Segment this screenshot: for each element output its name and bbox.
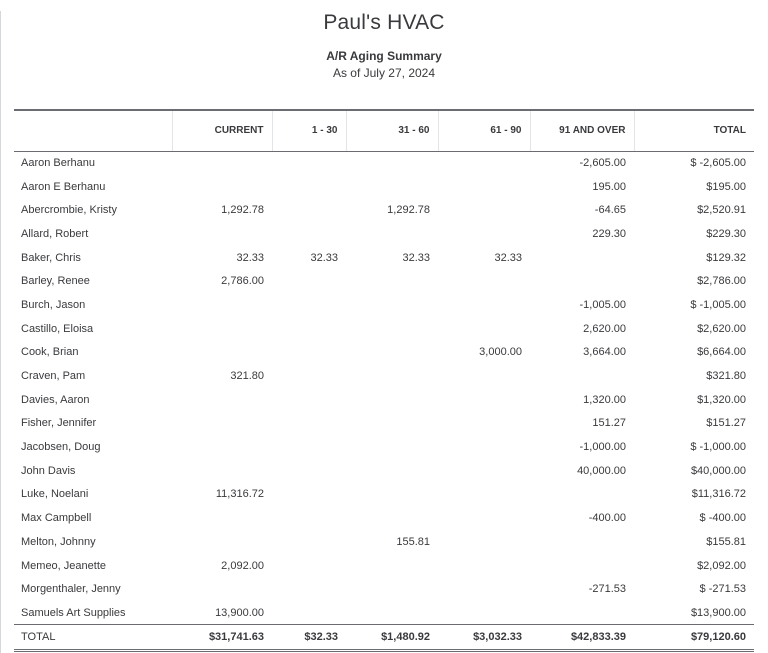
col-header-total[interactable]: TOTAL	[634, 110, 754, 151]
current-amount[interactable]	[172, 151, 272, 175]
amount-91-over[interactable]	[530, 364, 634, 388]
amount-61-90[interactable]	[438, 483, 530, 507]
amount-31-60[interactable]: 32.33	[402, 251, 430, 264]
customer-name[interactable]: Abercrombie, Kristy	[21, 204, 117, 217]
current-amount[interactable]	[172, 506, 272, 530]
amount-31-60[interactable]	[346, 293, 438, 317]
total-amount-31-60[interactable]: $1,480.92	[346, 625, 438, 651]
amount-31-60[interactable]	[346, 364, 438, 388]
amount-91-over[interactable]: -1,005.00	[579, 298, 626, 311]
amount-31-60[interactable]	[346, 269, 438, 293]
report-header	[0, 11, 768, 80]
amount-91-over[interactable]: -1,000.00	[579, 441, 626, 454]
amount-61-90[interactable]	[438, 601, 530, 625]
customer-name[interactable]: Luke, Noelani	[21, 488, 89, 501]
amount-31-60[interactable]	[346, 483, 438, 507]
amount-1-30[interactable]	[272, 341, 346, 365]
amount-91-over[interactable]	[530, 483, 634, 507]
amount-31-60[interactable]	[346, 506, 438, 530]
current-amount[interactable]: 2,092.00	[221, 559, 264, 572]
total-amount[interactable]: $ -1,000.00	[690, 441, 746, 454]
current-amount[interactable]: 11,316.72	[215, 488, 264, 501]
amount-31-60[interactable]	[346, 412, 438, 436]
amount-91-over[interactable]	[530, 530, 634, 554]
amount-1-30[interactable]	[272, 222, 346, 246]
amount-61-90[interactable]	[438, 364, 530, 388]
table-row	[14, 341, 754, 365]
customer-name[interactable]: Cook, Brian	[21, 346, 79, 359]
total-amount[interactable]: $11,316.72	[691, 488, 746, 501]
total-amount[interactable]: $13,900.00	[690, 606, 746, 619]
amount-91-over[interactable]	[530, 601, 634, 625]
report-date: As of July 27, 2024	[332, 66, 436, 80]
table-row	[14, 317, 754, 341]
amount-61-90[interactable]	[438, 577, 530, 601]
table-row	[14, 412, 754, 436]
current-amount[interactable]	[172, 175, 272, 199]
amount-1-30[interactable]	[272, 269, 346, 293]
header-row	[14, 110, 754, 151]
amount-61-90[interactable]	[438, 459, 530, 483]
table-row	[14, 246, 754, 270]
amount-91-over[interactable]: 3,664.00	[583, 346, 626, 359]
amount-1-30[interactable]	[272, 388, 346, 412]
total-amount[interactable]: $ -400.00	[699, 512, 746, 525]
total-amount[interactable]: $321.80	[706, 370, 746, 383]
amount-1-30[interactable]	[272, 293, 346, 317]
amount-1-30[interactable]	[272, 554, 346, 578]
amount-61-90[interactable]	[438, 151, 530, 175]
amount-1-30[interactable]	[272, 530, 346, 554]
table-row	[14, 577, 754, 601]
amount-1-30[interactable]	[272, 151, 346, 175]
customer-name[interactable]: Memeo, Jeanette	[21, 559, 106, 572]
total-amount[interactable]: $40,000.00	[690, 464, 746, 477]
amount-1-30[interactable]	[272, 577, 346, 601]
amount-61-90[interactable]	[438, 198, 530, 222]
amount-61-90[interactable]: 32.33	[494, 251, 522, 264]
current-amount[interactable]: 13,900.00	[215, 606, 264, 619]
total-amount[interactable]: $2,620.00	[697, 322, 746, 335]
customer-name[interactable]: Allard, Robert	[21, 227, 89, 240]
total-amount[interactable]: $2,520.91	[697, 204, 746, 217]
amount-31-60[interactable]	[346, 341, 438, 365]
current-amount[interactable]	[172, 577, 272, 601]
current-amount[interactable]	[172, 412, 272, 436]
amount-31-60[interactable]	[346, 151, 438, 175]
customer-name[interactable]: Castillo, Eloisa	[21, 322, 94, 335]
total-amount[interactable]: $ -271.53	[699, 583, 746, 596]
table-row	[14, 364, 754, 388]
amount-61-90[interactable]: 3,000.00	[479, 346, 522, 359]
amount-31-60[interactable]	[346, 554, 438, 578]
total-amount[interactable]: $2,786.00	[697, 275, 746, 288]
customer-name[interactable]: Craven, Pam	[21, 370, 86, 383]
amount-91-over[interactable]: -64.65	[594, 204, 626, 217]
current-amount[interactable]	[172, 459, 272, 483]
table-row	[14, 175, 754, 199]
amount-61-90[interactable]	[438, 269, 530, 293]
amount-1-30[interactable]	[272, 198, 346, 222]
report-title: A/R Aging Summary	[326, 49, 442, 63]
amount-61-90[interactable]	[438, 293, 530, 317]
amount-31-60[interactable]: 155.81	[396, 535, 430, 548]
amount-1-30[interactable]	[272, 435, 346, 459]
total-amount[interactable]: $155.81	[706, 535, 746, 548]
customer-name[interactable]: Aaron E Berhanu	[21, 180, 106, 193]
current-amount[interactable]	[172, 317, 272, 341]
table-row	[14, 601, 754, 625]
amount-61-90[interactable]	[438, 317, 530, 341]
customer-name[interactable]: Barley, Renee	[21, 275, 90, 288]
amount-91-over[interactable]: 2,620.00	[583, 322, 626, 335]
table-row	[14, 459, 754, 483]
current-amount[interactable]	[172, 293, 272, 317]
total-amount[interactable]: $6,664.00	[697, 346, 746, 359]
amount-1-30[interactable]	[272, 506, 346, 530]
current-amount[interactable]	[172, 222, 272, 246]
total-total-amount[interactable]: $79,120.60	[634, 625, 754, 651]
amount-1-30[interactable]	[272, 317, 346, 341]
company-name: Paul's HVAC	[323, 11, 445, 34]
customer-name[interactable]: Burch, Jason	[21, 298, 86, 311]
table-row	[14, 222, 754, 246]
amount-31-60[interactable]	[346, 601, 438, 625]
total-amount-61-90[interactable]: $3,032.33	[438, 625, 530, 651]
amount-91-over[interactable]: 40,000.00	[577, 464, 626, 477]
customer-name[interactable]: Max Campbell	[21, 512, 92, 525]
table-row	[14, 483, 754, 507]
table-row	[14, 554, 754, 578]
customer-name[interactable]: Baker, Chris	[21, 251, 81, 264]
amount-1-30[interactable]	[272, 175, 346, 199]
amount-31-60[interactable]	[346, 435, 438, 459]
total-amount[interactable]: $229.30	[706, 227, 746, 240]
current-amount[interactable]	[172, 530, 272, 554]
total-label: TOTAL	[14, 625, 172, 651]
amount-61-90[interactable]	[438, 506, 530, 530]
table-row	[14, 269, 754, 293]
current-amount[interactable]	[172, 341, 272, 365]
amount-1-30[interactable]	[272, 483, 346, 507]
total-amount[interactable]: $2,092.00	[697, 559, 746, 572]
amount-31-60[interactable]: 1,292.78	[387, 204, 430, 217]
amount-61-90[interactable]	[438, 412, 530, 436]
amount-31-60[interactable]	[346, 388, 438, 412]
current-amount[interactable]	[172, 388, 272, 412]
customer-name[interactable]: Melton, Johnny	[21, 535, 96, 548]
amount-91-over[interactable]: 195.00	[592, 180, 626, 193]
amount-91-over[interactable]: 151.27	[592, 417, 626, 430]
table-row	[14, 506, 754, 530]
col-header-61-90[interactable]: 61 - 90	[438, 110, 530, 151]
col-header-name[interactable]	[14, 110, 172, 151]
amount-91-over[interactable]: -271.53	[588, 583, 626, 596]
amount-61-90[interactable]	[438, 175, 530, 199]
total-amount[interactable]: $195.00	[706, 180, 746, 193]
total-amount[interactable]: $ -2,605.00	[690, 157, 746, 170]
col-header-31-60[interactable]: 31 - 60	[346, 110, 438, 151]
amount-91-over[interactable]	[530, 269, 634, 293]
table-row	[14, 151, 754, 175]
total-amount[interactable]: $1,320.00	[697, 393, 746, 406]
customer-name[interactable]: Aaron Berhanu	[21, 157, 95, 170]
amount-91-over[interactable]	[530, 246, 634, 270]
aging-table	[14, 109, 754, 652]
amount-1-30[interactable]	[272, 601, 346, 625]
table-row	[14, 530, 754, 554]
total-current-amount[interactable]: $31,741.63	[172, 625, 272, 651]
amount-61-90[interactable]	[438, 435, 530, 459]
amount-31-60[interactable]	[346, 175, 438, 199]
customer-name[interactable]: Morgenthaler, Jenny	[21, 583, 121, 596]
customer-name[interactable]: Samuels Art Supplies	[21, 606, 126, 619]
amount-91-over[interactable]: 229.30	[592, 227, 626, 240]
current-amount[interactable]: 2,786.00	[221, 275, 264, 288]
amount-31-60[interactable]	[346, 459, 438, 483]
window-edge	[0, 11, 1, 653]
total-amount[interactable]: $151.27	[706, 417, 746, 430]
amount-61-90[interactable]	[438, 530, 530, 554]
amount-61-90[interactable]	[438, 388, 530, 412]
total-amount-1-30[interactable]: $32.33	[272, 625, 346, 651]
table-row	[14, 198, 754, 222]
amount-61-90[interactable]	[438, 222, 530, 246]
total-row	[14, 625, 754, 651]
customer-name[interactable]: John Davis	[21, 464, 76, 477]
amount-1-30[interactable]	[272, 364, 346, 388]
total-amount[interactable]: $129.32	[706, 251, 746, 264]
customer-name[interactable]: Davies, Aaron	[21, 393, 90, 406]
col-header-1-30[interactable]: 1 - 30	[272, 110, 346, 151]
amount-91-over[interactable]: -400.00	[588, 512, 626, 525]
amount-91-over[interactable]: 1,320.00	[583, 393, 626, 406]
amount-91-over[interactable]	[530, 554, 634, 578]
table-row	[14, 293, 754, 317]
amount-31-60[interactable]	[346, 317, 438, 341]
col-header-91-over[interactable]: 91 AND OVER	[530, 110, 634, 151]
total-amount[interactable]: $ -1,005.00	[690, 298, 746, 311]
customer-name[interactable]: Jacobsen, Doug	[21, 441, 101, 454]
current-amount[interactable]: 321.80	[230, 370, 264, 383]
customer-name[interactable]: Fisher, Jennifer	[21, 417, 97, 430]
amount-61-90[interactable]	[438, 554, 530, 578]
amount-91-over[interactable]: -2,605.00	[579, 157, 626, 170]
table-row	[14, 435, 754, 459]
current-amount[interactable]: 1,292.78	[221, 204, 264, 217]
table-row	[14, 388, 754, 412]
current-amount[interactable]: 32.33	[236, 251, 264, 264]
amount-1-30[interactable]	[272, 459, 346, 483]
amount-31-60[interactable]	[346, 577, 438, 601]
amount-1-30[interactable]: 32.33	[310, 251, 338, 264]
total-amount-91-over[interactable]: $42,833.39	[530, 625, 634, 651]
current-amount[interactable]	[172, 435, 272, 459]
col-header-current[interactable]: CURRENT	[172, 110, 272, 151]
amount-31-60[interactable]	[346, 222, 438, 246]
amount-1-30[interactable]	[272, 412, 346, 436]
